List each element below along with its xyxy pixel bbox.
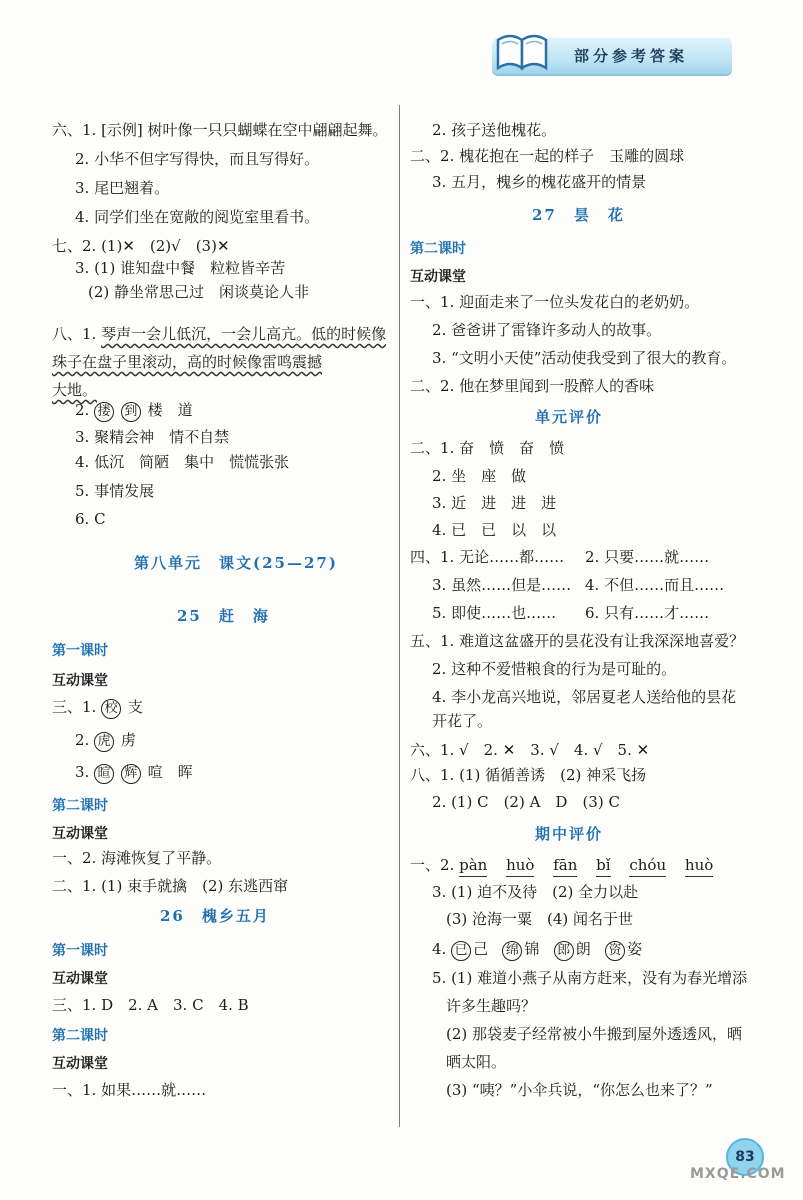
circled-char: 资 (605, 941, 625, 961)
watermark: MXQE.COM (690, 1166, 786, 1182)
open-book-icon (492, 28, 552, 76)
section-title: 期中评价 (535, 825, 604, 843)
answer-line: 4. 李小龙高兴地说，邻居夏老人送给他的昙花 (432, 688, 737, 706)
answer-line: (3) “咦？”小伞兵说，“你怎么也来了？” (446, 1081, 713, 1099)
pinyin: chóu (629, 855, 666, 877)
answer-line: 3. 近 进 进 进 (432, 494, 557, 512)
answer-line: 二、2. 他在梦里闻到一股醉人的香味 (410, 377, 655, 395)
pinyin: fān (553, 855, 577, 877)
page-number: 83 (726, 1138, 764, 1176)
answer-line: 许多生趣吗？ (446, 997, 537, 1015)
answer-line: 2. 只要……就…… (585, 548, 710, 566)
answer-text: 朗 (575, 940, 591, 958)
answer-prefix: 4. (432, 940, 452, 958)
answer-line: 3. “文明小天使”活动使我受到了很大的教育。 (432, 349, 737, 367)
answer-prefix: 一、2. (410, 856, 460, 874)
answer-line: 5. 即使……也…… (432, 604, 557, 622)
answer-line: 2. 小华不但字写得快，而且写得好。 (75, 150, 320, 168)
answer-line: 七、2. (1)✕ (2)√ (3)✕ (52, 237, 230, 255)
circled-char: 虎 (94, 732, 114, 752)
section-title: 单元评价 (535, 408, 604, 426)
pinyin: bǐ (596, 855, 610, 877)
circled-char: 搂 (94, 402, 114, 422)
section-label: 互动课堂 (52, 971, 108, 987)
answer-line (52, 352, 322, 372)
answer-line (75, 762, 193, 784)
answer-text: 姿 (627, 940, 643, 958)
answer-line: 2. 孩子送他槐花。 (432, 121, 557, 139)
answer-line: 3. (1) 谁知盘中餐 粒粒皆辛苦 (75, 259, 286, 277)
answer-line: (2) 那袋麦子经常被小牛搬到屋外透透风，晒 (446, 1025, 743, 1043)
answer-line: 2. 这种不爱惜粮食的行为是可耻的。 (432, 660, 677, 678)
section-label: 互动课堂 (410, 269, 466, 285)
answer-line: 2. 坐 座 做 (432, 467, 527, 485)
answer-line (75, 400, 193, 422)
pinyin: huò (685, 855, 713, 877)
answer-line (432, 939, 642, 961)
section-label: 互动课堂 (52, 673, 108, 689)
header-title: 部分参考答案 (574, 47, 689, 65)
answer-line: 四、1. 无论……都…… (410, 548, 565, 566)
answer-prefix: 3. (75, 763, 95, 781)
answer-line: 八、1. (1) 循循善诱 (2) 神采飞扬 (410, 766, 647, 784)
lesson-title: 26 槐乡五月 (160, 907, 270, 925)
answer-line (75, 730, 136, 752)
answer-text: 锦 (524, 940, 540, 958)
answer-text: 楼 道 (147, 401, 193, 419)
session-label: 第一课时 (52, 943, 108, 959)
session-label: 第二课时 (410, 241, 466, 257)
circled-char: 辉 (121, 764, 141, 784)
answer-line: 4. 已 已 以 以 (432, 521, 557, 539)
answer-line: 2. (1) C (2) A D (3) C (432, 793, 620, 811)
answer-line: 开花了。 (432, 712, 493, 730)
answer-line: 一、2. 海滩恢复了平静。 (52, 849, 222, 867)
session-label: 第一课时 (52, 643, 108, 659)
underlined-answer: 大地。 (52, 381, 98, 399)
answer-prefix: 三、1. (52, 698, 102, 716)
column-divider (399, 105, 400, 1127)
answer-line: 5. (1) 难道小燕子从南方赶来，没有为春光增添 (432, 969, 748, 987)
answer-line: 4. 低沉 简陋 集中 慌慌张张 (75, 453, 290, 471)
section-label: 互动课堂 (52, 826, 108, 842)
answer-line: 晒太阳。 (446, 1053, 507, 1071)
answer-line: 5. 事情发展 (75, 482, 155, 500)
answer-line: 3. 聚精会神 情不自禁 (75, 428, 230, 446)
answer-line: 三、1. D 2. A 3. C 4. B (52, 996, 249, 1014)
lesson-title: 27 昙 花 (532, 206, 625, 224)
session-label: 第二课时 (52, 1028, 108, 1044)
answer-line: 2. 爸爸讲了雷锋许多动人的故事。 (432, 321, 662, 339)
pinyin: pàn (459, 855, 487, 877)
answer-line: 3. 虽然……但是…… (432, 576, 572, 594)
lesson-title: 25 赶 海 (177, 607, 270, 625)
answer-line: (3) 沧海一粟 (4) 闻名于世 (446, 910, 634, 928)
answer-line: 一、1. 如果……就…… (52, 1081, 207, 1099)
circled-char: 到 (121, 402, 141, 422)
answer-line: 3. 尾巴翘着。 (75, 179, 170, 197)
answer-text: 喧 晖 (147, 763, 193, 781)
answer-line: 五、1. 难道这盆盛开的昙花没有让我深深地喜爱？ (410, 632, 745, 650)
answer-line: 六、1. √ 2. ✕ 3. √ 4. √ 5. ✕ (410, 741, 650, 759)
answer-line: 6. C (75, 510, 106, 528)
underlined-answer: 琴声一会儿低沉，一会儿高亢。低的时候像 (101, 325, 387, 343)
answer-line: 6. 只有……才…… (585, 604, 710, 622)
session-label: 第二课时 (52, 798, 108, 814)
header-badge (492, 38, 732, 74)
answer-text: 己 (473, 940, 489, 958)
answer-line: 4. 不但……而且…… (585, 576, 725, 594)
pinyin: huò (506, 855, 534, 877)
circled-char: 郎 (554, 941, 574, 961)
answer-line: 六、1. [示例] 树叶像一只只蝴蝶在空中翩翩起舞。 (52, 121, 388, 139)
answer-prefix: 2. (75, 731, 95, 749)
answer-line: (2) 静坐常思己过 闲谈莫论人非 (88, 283, 310, 301)
answer-line: 3. (1) 迫不及待 (2) 全力以赴 (432, 883, 639, 901)
answer-line: 二、1. 奋 愤 奋 愤 (410, 439, 565, 457)
circled-char: 绵 (502, 941, 522, 961)
answer-line: 一、1. 迎面走来了一位头发花白的老奶奶。 (410, 293, 700, 311)
circled-char: 校 (101, 699, 121, 719)
answer-line (52, 380, 97, 400)
section-label: 互动课堂 (52, 1056, 108, 1072)
answer-line: 二、2. 槐花抱在一起的样子 玉雕的圆球 (410, 147, 685, 165)
answer-text: 支 (127, 698, 143, 716)
unit-title: 第八单元 课文(25—27) (134, 554, 338, 572)
answer-line: 4. 同学们坐在宽敞的阅览室里看书。 (75, 208, 320, 226)
answer-prefix: 2. (75, 401, 95, 419)
answer-line: 3. 五月，槐乡的槐花盛开的情景 (432, 173, 647, 191)
answer-line (52, 697, 143, 719)
circled-char: 暄 (94, 764, 114, 784)
answer-prefix: 八、1. (52, 325, 102, 343)
underlined-answer: 珠子在盘子里滚动，高的时候像雷鸣震撼 (52, 353, 323, 371)
answer-line: 二、1. (1) 束手就擒 (2) 东逃西窜 (52, 877, 289, 895)
answer-text: 虏 (120, 731, 136, 749)
answer-line (410, 855, 727, 877)
circled-char: 已 (451, 941, 471, 961)
answer-line (52, 324, 386, 344)
